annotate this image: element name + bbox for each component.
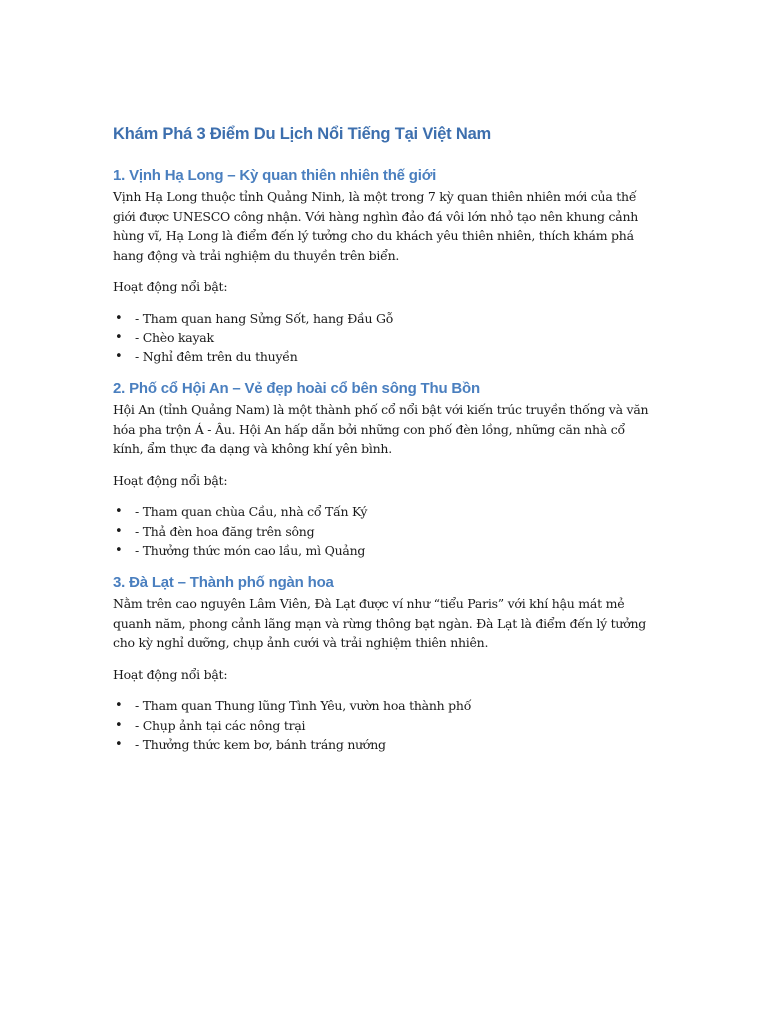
list-item — [113, 735, 653, 754]
bullet-icon: • — [115, 329, 123, 345]
section-heading: 2. Phố cổ Hội An – Vẻ đẹp hoài cổ bên sông Thu Bồn — [113, 380, 480, 398]
bullet-icon: • — [115, 504, 123, 520]
list-item-text: - Thưởng thức kem bơ, bánh tráng nướng — [135, 736, 386, 752]
list-item-text: - Tham quan Thung lũng Tình Yêu, vườn hoa thành phố — [135, 698, 472, 714]
activities-list — [113, 309, 653, 367]
list-item-text: - Thả đèn hoa đăng trên sông — [135, 523, 315, 539]
list-item — [113, 541, 653, 560]
list-item — [113, 328, 653, 347]
list-item — [113, 522, 653, 541]
document-page — [113, 118, 653, 766]
section-paragraph: Vịnh Hạ Long thuộc tỉnh Quảng Ninh, là một trong 7 kỳ quan thiên nhiên mới của thế giới được UNESCO công nhận. Với hàng nghìn đảo đá vôi lớn nhỏ tạo nên khung cảnh hùng vĩ, Hạ Long là điểm đến lý tưởng cho du khách yêu thiên nhiên, thích khám phá hang động và trải nghiệm du thuyền trên biển. — [113, 189, 639, 263]
bullet-icon: • — [115, 349, 123, 365]
list-item-text: - Chèo kayak — [135, 329, 214, 345]
list-item-text: - Thưởng thức món cao lầu, mì Quảng — [135, 542, 366, 558]
list-item-text: - Tham quan hang Sửng Sốt, hang Đầu Gỗ — [135, 310, 394, 326]
section-hoi-an — [113, 378, 653, 560]
list-item-text: - Chụp ảnh tại các nông trại — [135, 717, 306, 733]
bullet-icon: • — [115, 523, 123, 539]
list-item-text: - Nghỉ đêm trên du thuyền — [135, 349, 298, 365]
section-ha-long — [113, 165, 653, 366]
bullet-icon: • — [115, 736, 123, 752]
activities-list — [113, 502, 653, 560]
section-heading: 1. Vịnh Hạ Long – Kỳ quan thiên nhiên thế giới — [113, 167, 437, 184]
section-paragraph: Hội An (tỉnh Quảng Nam) là một thành phố cổ nổi bật với kiến trúc truyền thống và văn hóa pha trộn Á - Âu. Hội An hấp dẫn bởi những con phố đèn lồng, những căn nhà cổ kính, ẩm thực đa dạng và không khí yên bình. — [113, 402, 649, 457]
list-item — [113, 716, 653, 735]
bullet-icon: • — [115, 542, 123, 558]
activities-list — [113, 696, 653, 754]
bullet-icon: • — [115, 310, 123, 326]
section-da-lat — [113, 572, 653, 754]
activities-label: Hoạt động nổi bật: — [113, 666, 228, 682]
list-item — [113, 347, 653, 366]
activities-label: Hoạt động nổi bật: — [113, 279, 228, 294]
document-title: Khám Phá 3 Điểm Du Lịch Nổi Tiếng Tại Việt Nam — [113, 125, 492, 143]
list-item-text: - Tham quan chùa Cầu, nhà cổ Tấn Ký — [135, 504, 368, 520]
section-heading: 3. Đà Lạt – Thành phố ngàn hoa — [113, 574, 334, 592]
section-paragraph: Nằm trên cao nguyên Lâm Viên, Đà Lạt được ví như “tiểu Paris” với khí hậu mát mẻ quanh năm, phong cảnh lãng mạn và rừng thông bạt ngàn. Đà Lạt là điểm đến lý tưởng cho kỳ nghỉ dưỡng, chụp ảnh cưới và trải nghiệm thiên nhiên. — [113, 596, 647, 651]
list-item — [113, 309, 653, 328]
activities-label: Hoạt động nổi bật: — [113, 472, 228, 488]
list-item — [113, 502, 653, 521]
bullet-icon: • — [115, 717, 123, 733]
bullet-icon: • — [115, 698, 123, 714]
list-item — [113, 696, 653, 715]
